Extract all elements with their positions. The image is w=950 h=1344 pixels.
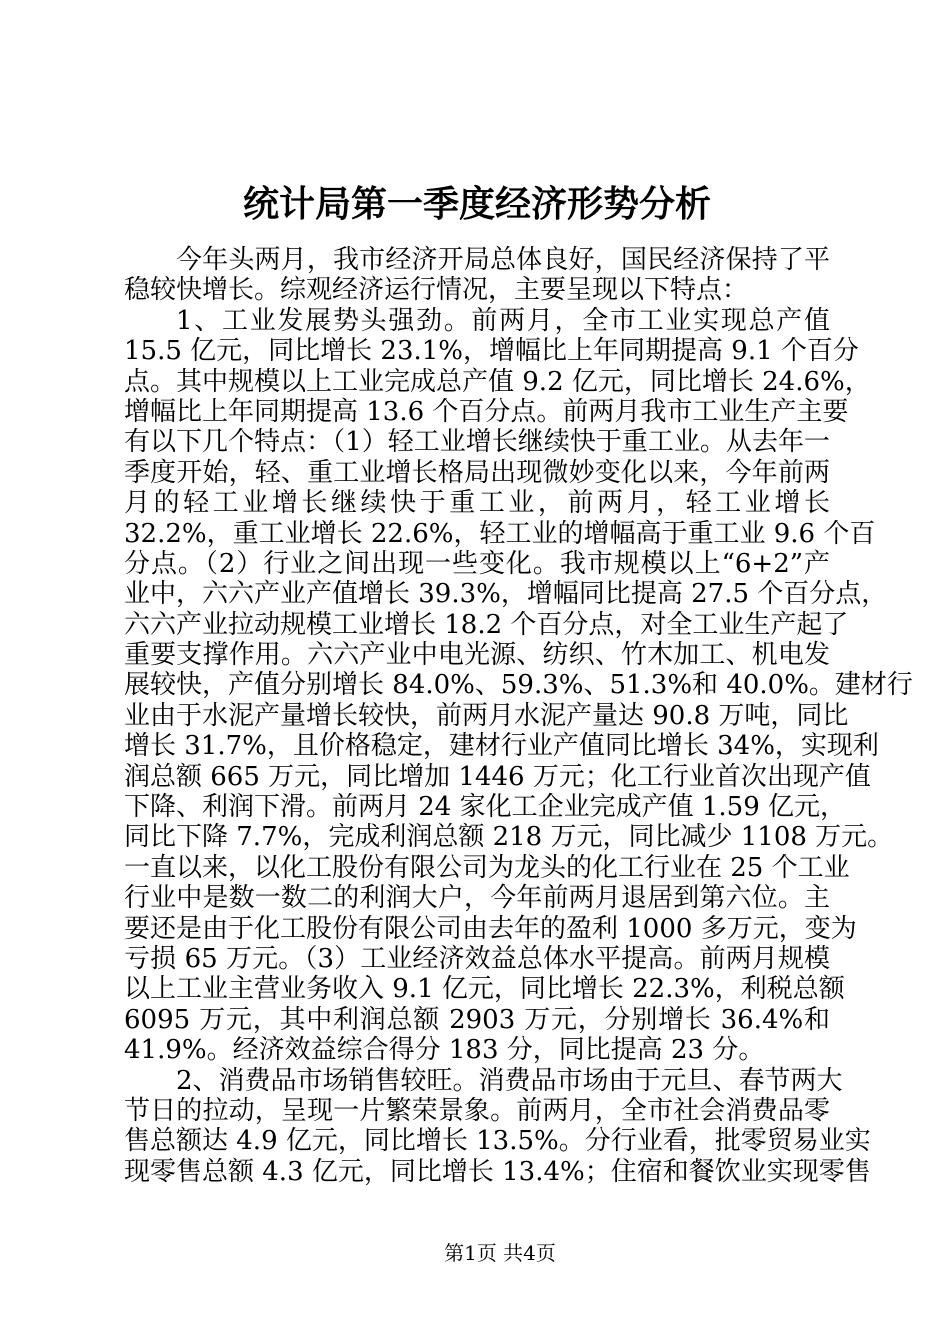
body-line: 亏损 65 万元。（3）工业经济效益总体水平提高。前两月规模 (124, 943, 830, 974)
body-line: 重要支撑作用。六六产业中电光源、纺织、竹木加工、机电发 (124, 640, 830, 671)
body-line: 售总额达 4.9 亿元，同比增长 13.5%。分行业看，批零贸易业实 (124, 1126, 871, 1157)
body-line: 15.5 亿元，同比增长 23.1%，增幅比上年同期提高 9.1 个百分 (124, 336, 859, 367)
body-line: 以上工业主营业务收入 9.1 亿元，同比增长 22.3%，利税总额 (124, 974, 845, 1005)
body-line: 同比下降 7.7%，完成利润总额 218 万元，同比减少 1108 万元。 (124, 822, 894, 853)
body-line: 季度开始，轻、重工业增长格局出现微妙变化以来，今年前两 (124, 457, 830, 488)
body-line: 41.9%。经济效益综合得分 183 分，同比提高 23 分。 (124, 1035, 765, 1066)
body-line: 增幅比上年同期提高 13.6 个百分点。前两月我市工业生产主要 (124, 396, 849, 427)
body-line: 稳较快增长。综观经济运行情况，主要呈现以下特点： (124, 275, 749, 306)
body-line: 有以下几个特点：（1）轻工业增长继续快于重工业。从去年一 (124, 427, 830, 458)
page-number-footer: 第1页 共4页 (444, 1241, 556, 1265)
body-line: 节日的拉动，呈现一片繁荣景象。前两月，全市社会消费品零 (124, 1095, 830, 1126)
body-line: 6095 万元，其中利润总额 2903 万元，分别增长 36.4%和 (124, 1004, 830, 1035)
body-line: 展较快，产值分别增长 84.0%、59.3%、51.3%和 40.0%。建材行 (124, 670, 913, 701)
body-line: 现零售总额 4.3 亿元，同比增长 13.4%；住宿和餐饮业实现零售 (124, 1156, 871, 1187)
body-line: 业由于水泥产量增长较快，前两月水泥产量达 90.8 万吨，同比 (124, 700, 849, 731)
body-line: 业中，六六产业产值增长 39.3%，增幅同比提高 27.5 个百分点， (124, 579, 888, 610)
document-body (124, 245, 913, 1187)
body-line: 1、工业发展势头强劲。前两月，全市工业实现总产值 (176, 305, 830, 336)
body-line: 点。其中规模以上工业完成总产值 9.2 亿元，同比增长 24.6%， (124, 366, 871, 397)
body-line: 2、消费品市场销售较旺。消费品市场由于元旦、春节两大 (176, 1065, 843, 1096)
body-line: 六六产业拉动规模工业增长 18.2 个百分点，对全工业生产起了 (124, 609, 849, 640)
body-line: 行业中是数一数二的利润大户，今年前两月退居到第六位。主 (124, 883, 830, 914)
body-line: 要还是由于化工股份有限公司由去年的盈利 1000 多万元，变为 (124, 913, 857, 944)
body-line: 月的轻工业增长继续快于重工业，前两月，轻工业增长 (124, 488, 830, 519)
body-line: 一直以来，以化工股份有限公司为龙头的化工行业在 25 个工业 (124, 852, 850, 883)
body-line: 32.2%，重工业增长 22.6%，轻工业的增幅高于重工业 9.6 个百 (124, 518, 876, 549)
body-line: 今年头两月，我市经济开局总体良好，国民经济保持了平 (176, 245, 830, 275)
body-line: 增长 31.7%，且价格稳定，建材行业产值同比增长 34%，实现利 (124, 731, 879, 762)
body-line: 分点。（2）行业之间出现一些变化。我市规模以上“6+2”产 (124, 548, 830, 579)
body-line: 下降、利润下滑。前两月 24 家化工企业完成产值 1.59 亿元， (124, 792, 847, 823)
body-line: 润总额 665 万元，同比增加 1446 万元；化工行业首次出现产值 (124, 761, 871, 792)
page-title: 统计局第一季度经济形势分析 (242, 184, 711, 225)
